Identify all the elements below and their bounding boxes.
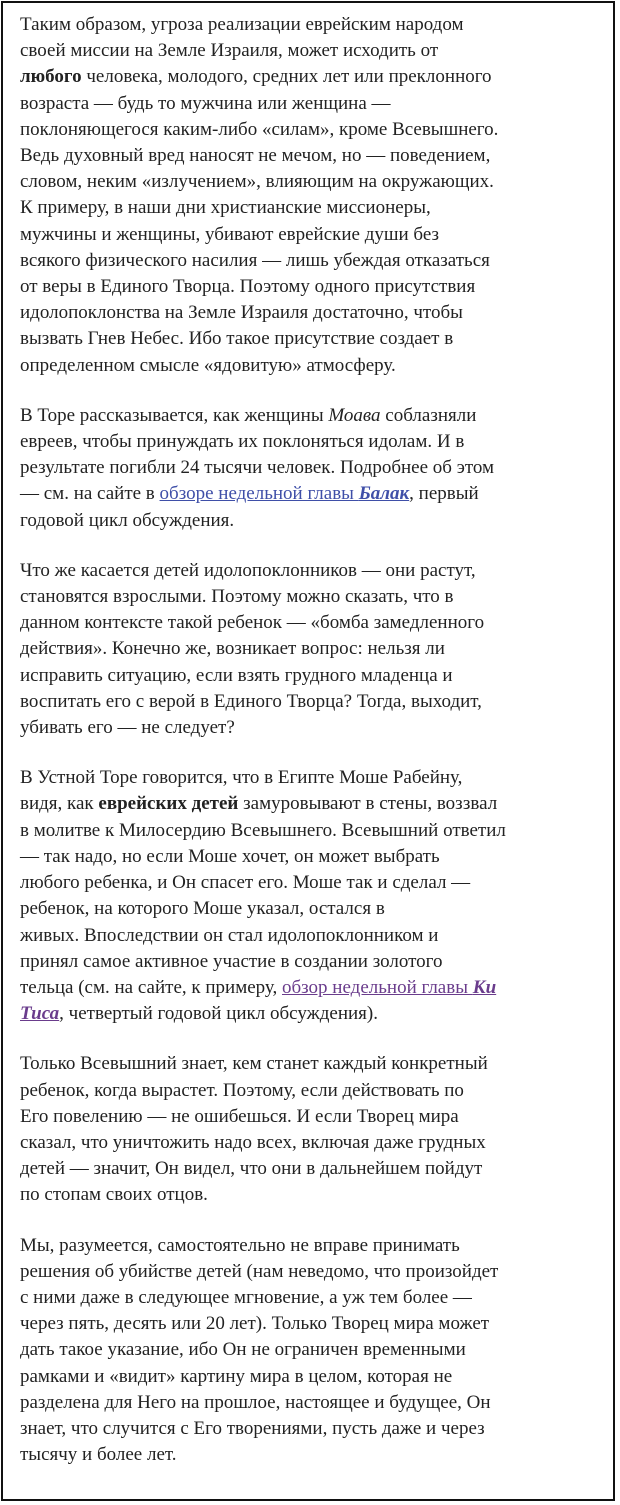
text-line: — так надо, но если Моше хочет, он может выбрать: [20, 845, 440, 867]
link-ki-tisa-review[interactable]: [282, 977, 496, 998]
text-line: К примеру, в наши дни христианские миссионеры,: [20, 197, 431, 219]
text-line: Ведь духовный вред наносят не мечом, но — поведением,: [20, 145, 491, 167]
paragraph-6: [20, 1233, 604, 1469]
text-fragment: замуровывают в стены, воззвал: [238, 793, 498, 815]
text-line: ребенок, на которого Моше указал, остался в: [20, 898, 385, 920]
text-line: через пять, десять или 20 лет). Только Творец мира может: [20, 1313, 490, 1335]
text-line: результате погибли 24 тысячи человек. Подробнее об этом: [20, 457, 495, 479]
paragraph-1: [20, 12, 604, 379]
text-line: по стопам своих отцов.: [20, 1184, 208, 1206]
text-line: любого ребенка, и Он спасет его. Моше так и сделал —: [20, 872, 471, 894]
text-line: детей — значит, Он видел, что они в дальнейшем пойдут: [20, 1158, 483, 1180]
text-line: действия». Конечно же, возникает вопрос: нельзя ли: [20, 638, 445, 660]
text-line: В Устной Торе говорится, что в Египте Моше Рабейну,: [20, 767, 463, 789]
text-line: тысячу и более лет.: [20, 1444, 177, 1466]
text-fragment: видя, как: [20, 793, 99, 815]
text-line: от веры в Единого Творца. Поэтому одного присутствия: [20, 276, 476, 298]
text-line: [20, 1001, 604, 1027]
text-line: [20, 403, 604, 429]
article-body: [20, 12, 604, 1492]
text-line: определенном смысле «ядовитую» атмосферу.: [20, 354, 396, 376]
link-text: обзор недельной главы: [282, 976, 473, 998]
text-fragment: — см. на сайте в: [20, 483, 160, 505]
emphasis-italic: Моава: [328, 404, 381, 426]
text-line: вызвать Гнев Небес. Ибо такое присутствие создает в: [20, 328, 454, 350]
text-line: воспитать его с верой в Единого Творца? Тогда, выходит,: [20, 690, 482, 712]
text-line: [20, 791, 604, 817]
text-line: [20, 975, 604, 1001]
text-line: живых. Впоследствии он стал идолопоклонником и: [20, 924, 439, 946]
text-line: [20, 481, 604, 507]
text-line: Только Всевышний знает, кем станет каждый конкретный: [20, 1053, 488, 1075]
text-line: принял самое активное участие в создании золотого: [20, 950, 443, 972]
text-line: дать такое указание, ибо Он не ограничен временными: [20, 1339, 466, 1361]
text-line: решения об убийстве детей (нам неведомо, что произойдет: [20, 1260, 499, 1282]
text-fragment: , четвертый годовой цикл обсуждения).: [59, 1003, 378, 1025]
link-text-emphasis: Ки: [472, 976, 497, 998]
text-fragment: , первый: [409, 483, 479, 505]
text-line: сказал, что уничтожить надо всех, включая даже грудных: [20, 1131, 486, 1153]
text-line: поклоняющегося каким-либо «силам», кроме Всевышнего.: [20, 118, 499, 140]
paragraph-5: [20, 1051, 604, 1208]
link-text-emphasis: Балак: [358, 483, 410, 505]
text-line: исправить ситуацию, если взять грудного младенца и: [20, 664, 453, 686]
text-line: словом, неким «излучением», влияющим на окружающих.: [20, 171, 494, 193]
text-line: Его повелению — не ошибешься. И если Творец мира: [20, 1105, 459, 1127]
text-line: Таким образом, угроза реализации еврейским народом: [20, 14, 464, 35]
text-fragment: В Торе рассказывается, как женщины: [20, 404, 329, 426]
text-line: убивать его — не следует?: [20, 717, 235, 739]
text-fragment: тельца (см. на сайте, к примеру,: [20, 976, 282, 998]
text-line: [20, 64, 604, 90]
paragraph-4: [20, 765, 604, 1027]
text-fragment: человека, молодого, средних лет или преклонного: [81, 66, 492, 88]
link-balak-review[interactable]: [160, 483, 410, 504]
emphasis-bold: еврейских детей: [98, 793, 239, 815]
paragraph-2: [20, 403, 604, 534]
text-line: Мы, разумеется, самостоятельно не вправе принимать: [20, 1234, 460, 1256]
link-ki-tisa-review-continued[interactable]: [20, 1003, 59, 1024]
text-line: данном контексте такой ребенок — «бомба замедленного: [20, 612, 485, 634]
paragraph-3: [20, 558, 604, 741]
text-line: годовой цикл обсуждения.: [20, 509, 235, 531]
text-line: мужчины и женщины, убивают еврейские души без: [20, 223, 440, 245]
text-line: своей миссии на Земле Израиля, может исходить от: [20, 40, 439, 62]
text-line: с ними даже в следующее мгновение, а уж тем более —: [20, 1286, 472, 1308]
text-line: Что же касается детей идолопоклонников — они растут,: [20, 559, 476, 581]
text-line: всякого физического насилия — лишь убеждая отказаться: [20, 249, 490, 271]
text-fragment: соблазняли: [380, 404, 477, 426]
emphasis-bold: любого: [20, 66, 82, 88]
text-line: рамками и «видит» картину мира в целом, которая не: [20, 1365, 453, 1387]
text-line: евреев, чтобы принуждать их поклоняться идолам. И в: [20, 431, 465, 453]
text-line: разделена для Него на прошлое, настоящее и будущее, Он: [20, 1391, 491, 1413]
text-line: становятся взрослыми. Поэтому можно сказать, что в: [20, 586, 454, 608]
text-line: возраста — будь то мужчина или женщина —: [20, 92, 391, 114]
link-text-emphasis: Тиса: [20, 1003, 60, 1025]
link-text: обзоре недельной главы: [159, 483, 359, 505]
text-line: в молитве к Милосердию Всевышнего. Всевышний ответил: [20, 819, 506, 841]
text-line: идолопоклонства на Земле Израиля достаточно, чтобы: [20, 302, 463, 324]
text-line: знает, что случится с Его творениями, пусть даже и через: [20, 1417, 485, 1439]
article-frame: [1, 1, 615, 1501]
text-line: ребенок, когда вырастет. Поэтому, если действовать по: [20, 1079, 464, 1101]
